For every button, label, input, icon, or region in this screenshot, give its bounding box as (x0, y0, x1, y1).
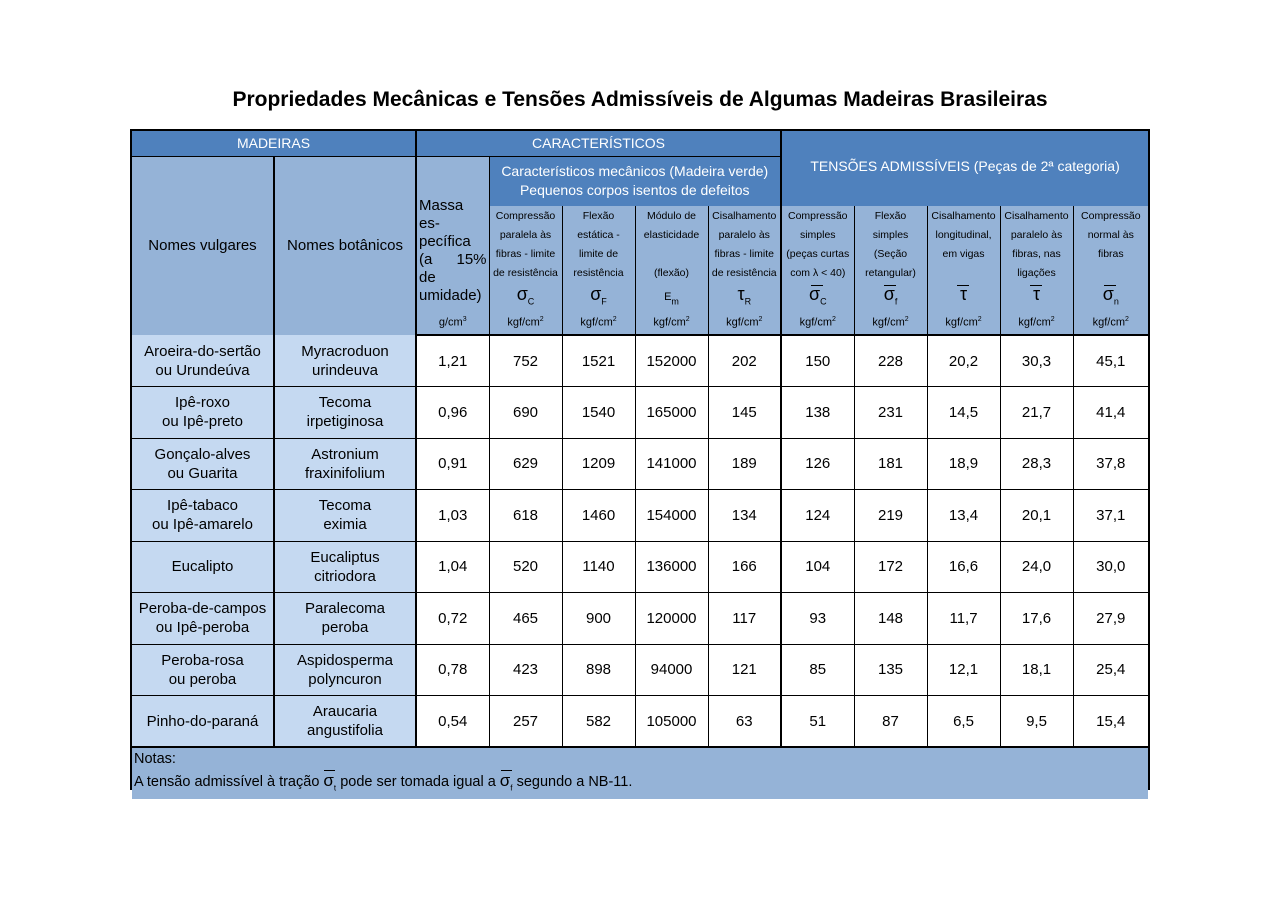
cell-value: 63 (708, 696, 781, 748)
col-unit-8: kgf/$cm^2$ (1073, 312, 1148, 335)
cell-value: 898 (562, 644, 635, 696)
cell-value: 0,78 (416, 644, 489, 696)
symbol-7: τ (1032, 284, 1041, 305)
cell-value: 51 (781, 696, 854, 748)
cell-value: 0,96 (416, 387, 489, 439)
col-desc-3: Cisalhamento paralelo às fibras - limite de resistência (708, 206, 781, 284)
symbol-0: $\sigma_C$ (516, 284, 535, 307)
col-symbol-3 (708, 284, 781, 312)
cell-nome-botanico: Eucaliptus citriodora (274, 541, 416, 593)
cell-value: 690 (489, 387, 562, 439)
cell-value: 166 (708, 541, 781, 593)
symbol-6: τ (959, 284, 968, 305)
cell-value: 0,72 (416, 593, 489, 645)
cell-value: 257 (489, 696, 562, 748)
cell-value: 135 (854, 644, 927, 696)
cell-value: 28,3 (1000, 438, 1073, 490)
table-row (132, 541, 1148, 593)
cell-nome-botanico: Tecoma eximia (274, 490, 416, 542)
cell-value: 6,5 (927, 696, 1000, 748)
header-mecanicos (489, 156, 781, 206)
notes (132, 747, 1148, 799)
col-desc-1: Flexão estática - limite de resistência (562, 206, 635, 284)
cell-nome-vulgar: Gonçalo-alves ou Guarita (132, 438, 274, 490)
table-row (132, 490, 1148, 542)
cell-nome-vulgar: Eucalipto (132, 541, 274, 593)
cell-nome-botanico: Aspidosperma polyncuron (274, 644, 416, 696)
col-unit-3: kgf/$cm^2$ (708, 312, 781, 335)
symbol-1: $\sigma_F$ (590, 284, 607, 307)
cell-value: 93 (781, 593, 854, 645)
cell-value: 150 (781, 335, 854, 387)
col-unit-4: kgf/$cm^2$ (781, 312, 854, 335)
cell-nome-botanico: Tecoma irpetiginosa (274, 387, 416, 439)
cell-value: 189 (708, 438, 781, 490)
cell-value: 1,21 (416, 335, 489, 387)
cell-value: 181 (854, 438, 927, 490)
cell-value: 134 (708, 490, 781, 542)
cell-value: 87 (854, 696, 927, 748)
cell-value: 465 (489, 593, 562, 645)
cell-value: 14,5 (927, 387, 1000, 439)
col-symbol-8 (1073, 284, 1148, 312)
cell-value: 124 (781, 490, 854, 542)
cell-value: 120000 (635, 593, 708, 645)
unit-massa: $g/cm^3$ (416, 312, 489, 335)
cell-value: 154000 (635, 490, 708, 542)
cell-value: 12,1 (927, 644, 1000, 696)
col-symbol-0 (489, 284, 562, 312)
col-desc-0: Compressão paralela às fibras - limite de resistência (489, 206, 562, 284)
cell-nome-vulgar: Ipê-tabaco ou Ipê-amarelo (132, 490, 274, 542)
cell-value: 20,2 (927, 335, 1000, 387)
col-symbol-7 (1000, 284, 1073, 312)
table-row (132, 593, 1148, 645)
cell-value: 520 (489, 541, 562, 593)
notes-text: A tensão admissível à tração $\sigma_t$ pode ser tomada igual a $\sigma_f$ segundo a NB-11. (134, 770, 1148, 799)
sigma-f-symbol: $\sigma_f$ (500, 770, 513, 799)
cell-value: 1209 (562, 438, 635, 490)
cell-value: 165000 (635, 387, 708, 439)
col-symbol-1 (562, 284, 635, 312)
cell-nome-botanico: Myracroduon urindeuva (274, 335, 416, 387)
symbol-8: $\sigma_n$ (1102, 284, 1119, 307)
col-desc-7: Cisalhamento paralelo às fibras, nas ligações (1000, 206, 1073, 284)
cell-value: 0,54 (416, 696, 489, 748)
table-row (132, 335, 1148, 387)
cell-value: 104 (781, 541, 854, 593)
cell-value: 13,4 (927, 490, 1000, 542)
cell-value: 1540 (562, 387, 635, 439)
cell-value: 228 (854, 335, 927, 387)
cell-value: 1,04 (416, 541, 489, 593)
notes-label: Notas: (134, 751, 176, 767)
col-unit-7: kgf/$cm^2$ (1000, 312, 1073, 335)
cell-value: 15,4 (1073, 696, 1148, 748)
cell-nome-vulgar: Aroeira-do-sertão ou Urundeúva (132, 335, 274, 387)
cell-value: 202 (708, 335, 781, 387)
header-nomes-botanicos: Nomes botânicos (274, 156, 416, 335)
cell-value: 148 (854, 593, 927, 645)
symbol-2: $E_m$ (664, 291, 679, 307)
cell-value: 152000 (635, 335, 708, 387)
col-desc-4: Compressão simples (peças curtas com λ < 40) (781, 206, 854, 284)
header-mecanicos-line1: Característicos mecânicos (Madeira verde) (501, 163, 769, 180)
cell-value: 30,0 (1073, 541, 1148, 593)
cell-value: 11,7 (927, 593, 1000, 645)
cell-value: 9,5 (1000, 696, 1073, 748)
cell-value: 45,1 (1073, 335, 1148, 387)
cell-value: 145 (708, 387, 781, 439)
table-row (132, 387, 1148, 439)
symbol-4: $\sigma_C$ (808, 284, 827, 307)
symbol-5: $\sigma_f$ (883, 284, 898, 307)
cell-nome-vulgar: Ipê-roxo ou Ipê-preto (132, 387, 274, 439)
col-symbol-2 (635, 284, 708, 312)
cell-nome-botanico: Araucaria angustifolia (274, 696, 416, 748)
cell-value: 105000 (635, 696, 708, 748)
cell-value: 17,6 (1000, 593, 1073, 645)
table-row (132, 644, 1148, 696)
cell-value: 85 (781, 644, 854, 696)
sigma-t-symbol: $\sigma_t$ (323, 770, 336, 799)
cell-value: 121 (708, 644, 781, 696)
cell-value: 37,8 (1073, 438, 1148, 490)
table-header (132, 131, 1148, 335)
cell-nome-vulgar: Peroba-de-campos ou Ipê-peroba (132, 593, 274, 645)
cell-value: 16,6 (927, 541, 1000, 593)
cell-value: 629 (489, 438, 562, 490)
col-symbol-6 (927, 284, 1000, 312)
header-nomes-vulgares: Nomes vulgares (132, 156, 274, 335)
cell-value: 41,4 (1073, 387, 1148, 439)
header-massa-especifica: Massa es- pecífica (a 15% de umidade) (416, 156, 489, 312)
cell-value: 21,7 (1000, 387, 1073, 439)
cell-value: 1,03 (416, 490, 489, 542)
col-desc-2: Módulo de elasticidade (flexão) (635, 206, 708, 284)
col-unit-0: kgf/$cm^2$ (489, 312, 562, 335)
col-desc-6: Cisalhamento longitudinal, em vigas (927, 206, 1000, 284)
col-unit-5: kgf/$cm^2$ (854, 312, 927, 335)
cell-nome-vulgar: Peroba-rosa ou peroba (132, 644, 274, 696)
cell-value: 94000 (635, 644, 708, 696)
cell-nome-botanico: Astronium fraxinifolium (274, 438, 416, 490)
cell-value: 582 (562, 696, 635, 748)
cell-value: 18,1 (1000, 644, 1073, 696)
cell-value: 1460 (562, 490, 635, 542)
cell-value: 37,1 (1073, 490, 1148, 542)
cell-value: 900 (562, 593, 635, 645)
cell-value: 231 (854, 387, 927, 439)
col-unit-6: kgf/$cm^2$ (927, 312, 1000, 335)
page-title: Propriedades Mecânicas e Tensões Admissíveis de Algumas Madeiras Brasileiras (232, 88, 1048, 111)
col-symbol-4 (781, 284, 854, 312)
table-row (132, 438, 1148, 490)
cell-value: 24,0 (1000, 541, 1073, 593)
cell-value: 141000 (635, 438, 708, 490)
wood-properties-table-frame (130, 129, 1150, 793)
cell-value: 172 (854, 541, 927, 593)
wood-properties-table (132, 131, 1148, 799)
cell-value: 126 (781, 438, 854, 490)
cell-value: 618 (489, 490, 562, 542)
header-tensoes-admissiveis: TENSÕES ADMISSÍVEIS (Peças de 2ª categoria) (781, 131, 1148, 206)
cell-value: 20,1 (1000, 490, 1073, 542)
cell-value: 752 (489, 335, 562, 387)
cell-value: 1140 (562, 541, 635, 593)
cell-value: 27,9 (1073, 593, 1148, 645)
col-symbol-5 (854, 284, 927, 312)
table-body (132, 335, 1148, 747)
cell-value: 136000 (635, 541, 708, 593)
cell-nome-vulgar: Pinho-do-paraná (132, 696, 274, 748)
symbol-3: $\tau_R$ (737, 284, 752, 307)
header-mecanicos-line2: Pequenos corpos isentos de defeitos (519, 182, 750, 199)
cell-value: 219 (854, 490, 927, 542)
cell-value: 117 (708, 593, 781, 645)
cell-value: 25,4 (1073, 644, 1148, 696)
col-unit-1: kgf/$cm^2$ (562, 312, 635, 335)
col-desc-5: Flexão simples (Seção retangular) (854, 206, 927, 284)
cell-nome-botanico: Paralecoma peroba (274, 593, 416, 645)
table-row (132, 696, 1148, 748)
cell-value: 423 (489, 644, 562, 696)
cell-value: 0,91 (416, 438, 489, 490)
cell-value: 18,9 (927, 438, 1000, 490)
cell-value: 1521 (562, 335, 635, 387)
header-caracteristicos: CARACTERÍSTICOS (416, 131, 781, 156)
header-madeiras: MADEIRAS (132, 131, 416, 156)
cell-value: 30,3 (1000, 335, 1073, 387)
col-desc-8: Compressão normal às fibras (1073, 206, 1148, 284)
col-unit-2: kgf/$cm^2$ (635, 312, 708, 335)
cell-value: 138 (781, 387, 854, 439)
